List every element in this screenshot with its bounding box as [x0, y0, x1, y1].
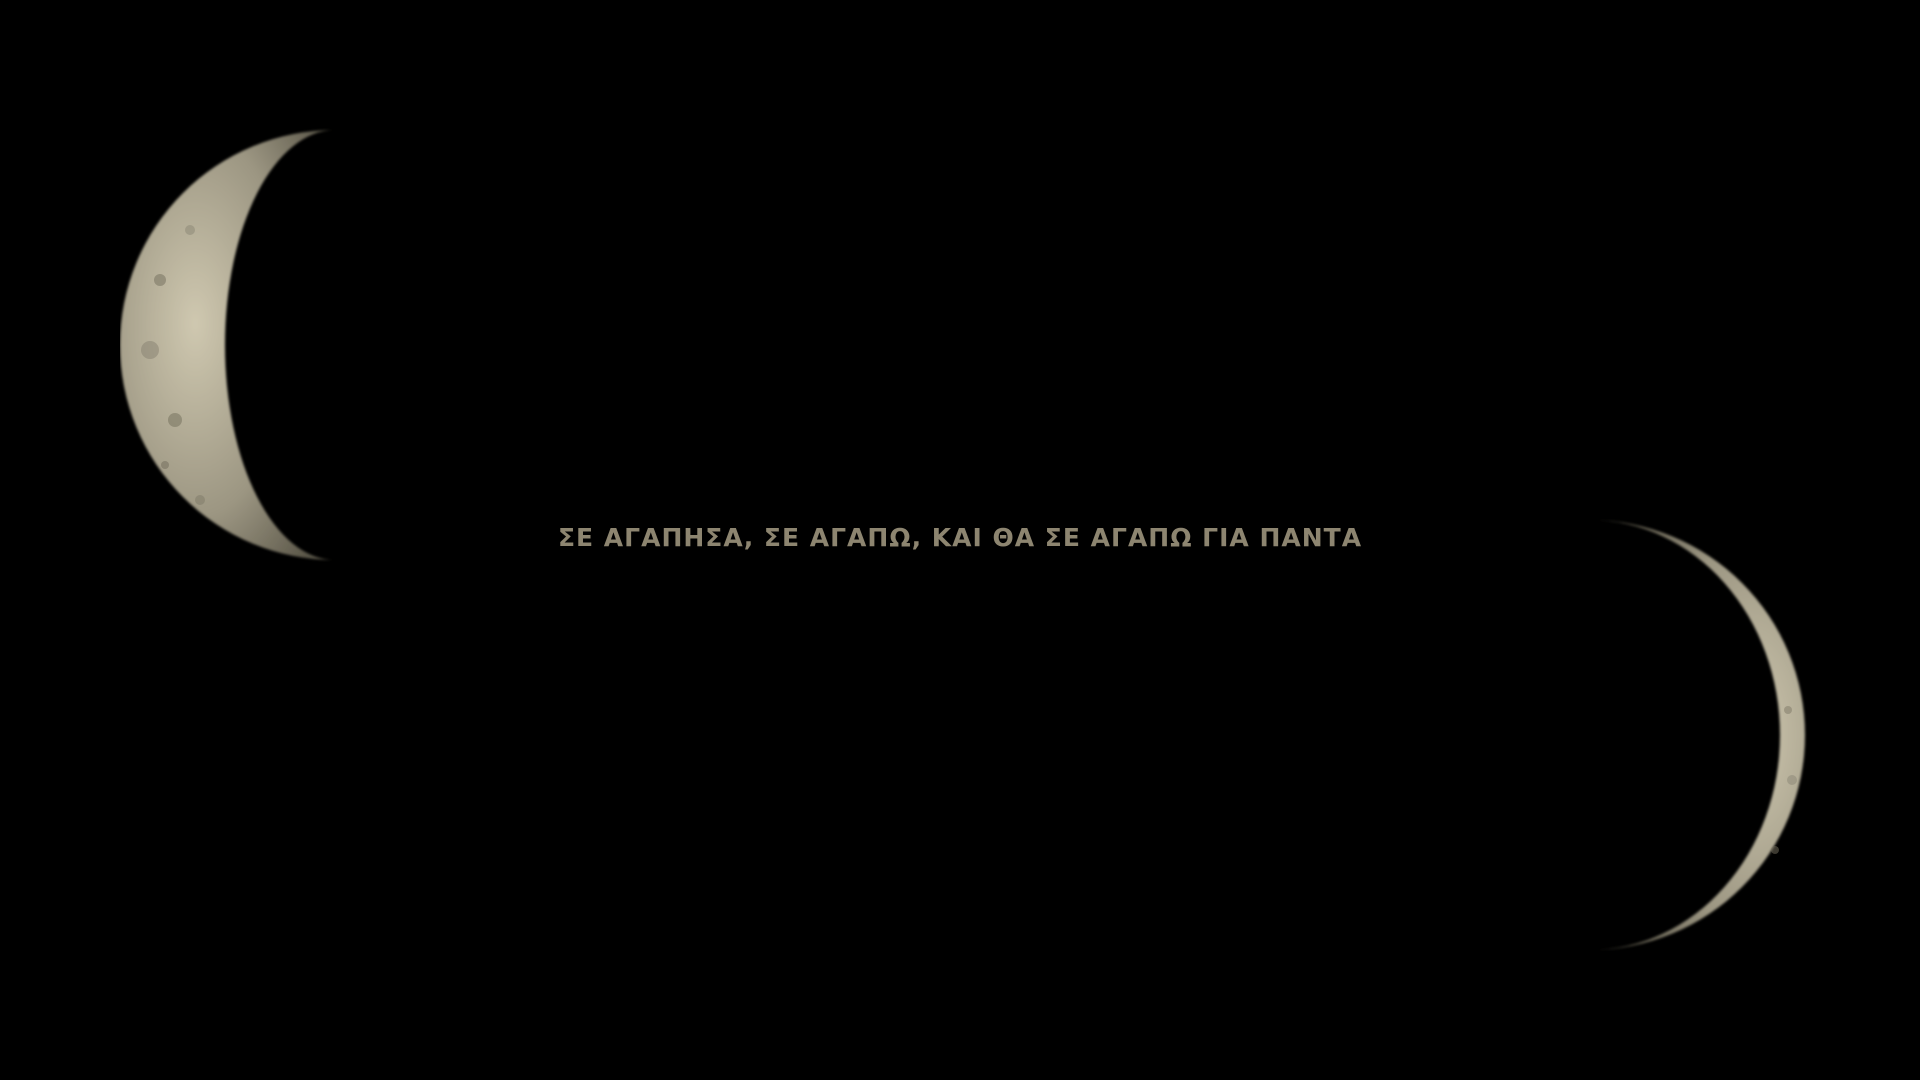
crescent-moon-left	[120, 120, 380, 570]
crescent-moon-right	[1560, 510, 1820, 960]
love-caption: ΣΕ ΑΓΑΠΗΣΑ, ΣΕ ΑΓΑΠΩ, ΚΑΙ ΘΑ ΣΕ ΑΓΑΠΩ ΓΙΑ ΠΑΝΤΑ	[557, 523, 1363, 552]
